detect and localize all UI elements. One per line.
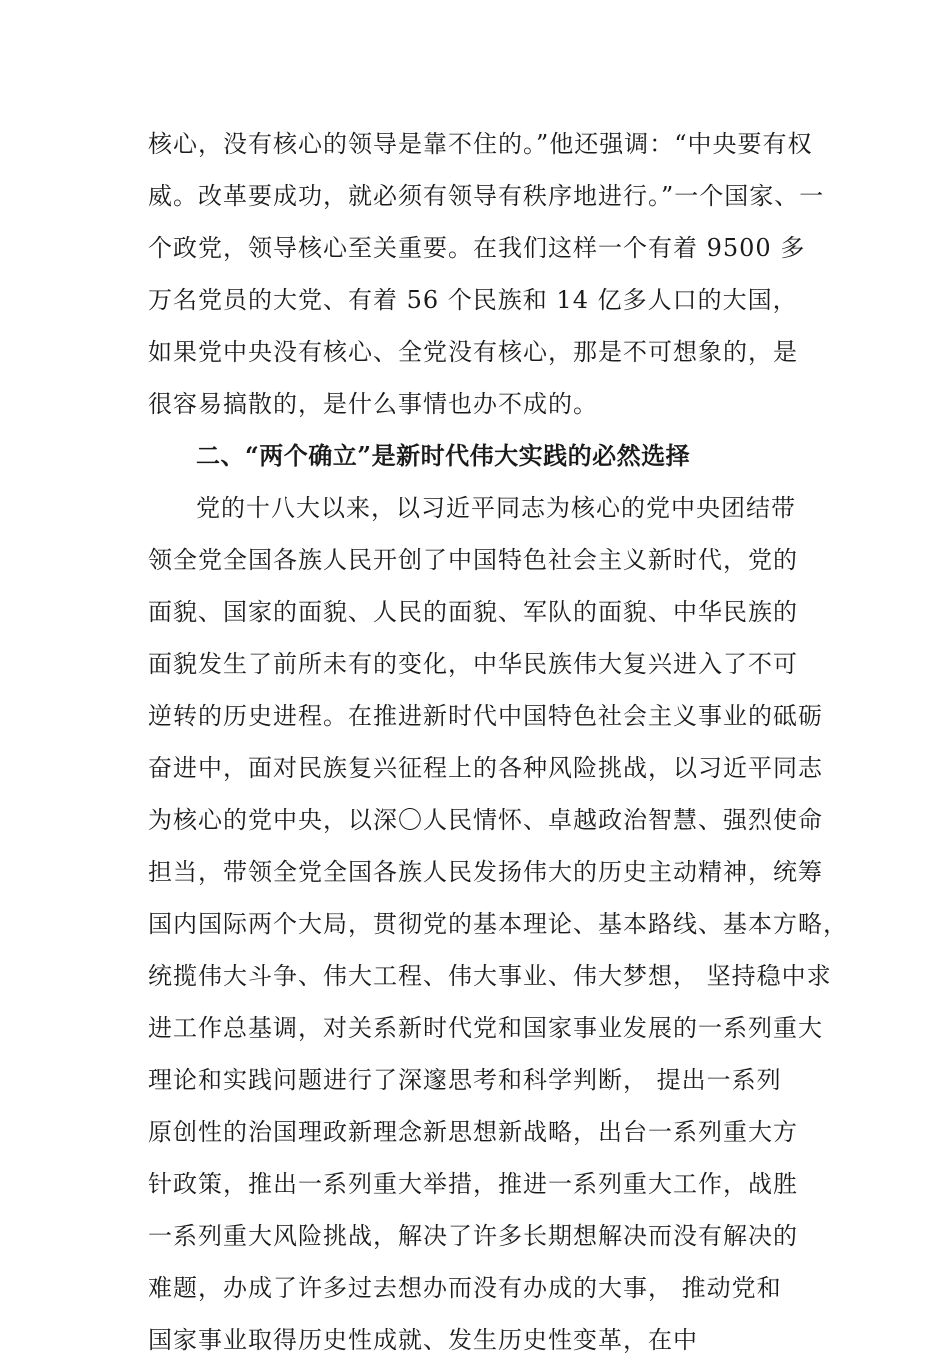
section-heading: 二、“两个确立”是新时代伟大实践的必然选择 xyxy=(196,441,691,470)
document-body xyxy=(148,120,848,1368)
text-line: 针政策，推出一系列重大举措，推进一系列重大工作，战胜 xyxy=(148,1170,798,1198)
text-line: 担当，带领全党全国各族人民发扬伟大的历史主动精神，统筹 xyxy=(148,858,823,886)
text-line: 万名党员的大党、有着 56 个民族和 14 亿多人口的大国， xyxy=(148,286,798,314)
text-line: 领全党全国各族人民开创了中国特色社会主义新时代，党的 xyxy=(148,546,798,574)
text-line: 理论和实践问题进行了深邃思考和科学判断， 提出一系列 xyxy=(148,1066,782,1094)
text-line: 很容易搞散的，是什么事情也办不成的。 xyxy=(148,390,598,418)
text-line: 原创性的治国理政新理念新思想新战略，出台一系列重大方 xyxy=(148,1118,798,1146)
text-line: 统揽伟大斗争、伟大工程、伟大事业、伟大梦想， 坚持稳中求 xyxy=(148,962,832,990)
text-line: 威。改革要成功，就必须有领导有秩序地进行。”一个国家、一 xyxy=(148,182,825,210)
text-line: 国家事业取得历史性成就、发生历史性变革，在中 xyxy=(148,1326,698,1354)
text-line: 如果党中央没有核心、全党没有核心，那是不可想象的，是 xyxy=(148,338,798,366)
paragraph-first-line: 党的十八大以来，以习近平同志为核心的党中央团结带 xyxy=(196,494,796,522)
text-line: 个政党，领导核心至关重要。在我们这样一个有着 9500 多 xyxy=(148,234,806,262)
text-line: 核心，没有核心的领导是靠不住的。”他还强调：“中央要有权 xyxy=(148,130,813,158)
text-line: 一系列重大风险挑战，解决了许多长期想解决而没有解决的 xyxy=(148,1222,798,1250)
text-line: 奋进中，面对民族复兴征程上的各种风险挑战，以习近平同志 xyxy=(148,754,823,782)
text-line: 进工作总基调，对关系新时代党和国家事业发展的一系列重大 xyxy=(148,1014,823,1042)
text-line: 面貌发生了前所未有的变化，中华民族伟大复兴进入了不可 xyxy=(148,650,798,678)
text-line: 面貌、国家的面貌、人民的面貌、军队的面貌、中华民族的 xyxy=(148,598,798,626)
text-line: 难题，办成了许多过去想办而没有办成的大事， 推动党和 xyxy=(148,1274,782,1302)
text-line: 逆转的历史进程。在推进新时代中国特色社会主义事业的砥砺 xyxy=(148,702,823,730)
text-line: 为核心的党中央，以深〇人民情怀、卓越政治智慧、强烈使命 xyxy=(148,806,823,834)
text-line: 国内国际两个大局，贯彻党的基本理论、基本路线、基本方略， xyxy=(148,910,848,938)
